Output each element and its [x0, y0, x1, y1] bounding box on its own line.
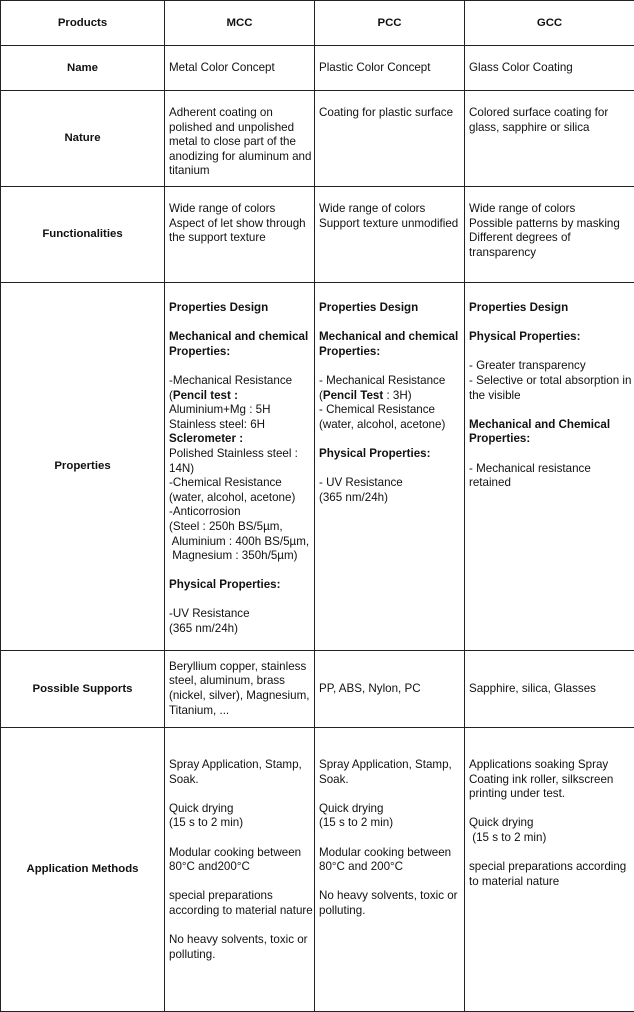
- application-mcc: [165, 728, 315, 1012]
- supports-row: [1, 651, 634, 728]
- application-line: Modular cooking between: [319, 846, 460, 861]
- functionalities-row: [1, 187, 634, 283]
- functionalities-pcc: [315, 187, 465, 283]
- application-line: No heavy solvents, toxic or: [319, 889, 460, 904]
- application-line: Quick drying: [169, 802, 310, 817]
- pencil-test-label: Pencil Test: [323, 389, 383, 402]
- application-line: 80°C and200°C: [169, 860, 310, 875]
- functionalities-mcc-line: Aspect of let show through: [169, 217, 310, 232]
- application-line: Applications soaking Spray: [469, 758, 630, 773]
- functionalities-gcc-line: Wide range of colors: [469, 202, 630, 217]
- application-line: Quick drying: [469, 816, 630, 831]
- property-line: - Chemical Resistance: [319, 403, 460, 418]
- property-line: - Mechanical resistance: [469, 462, 630, 477]
- header-pcc: PCC: [315, 1, 465, 46]
- nature-mcc-line: titanium: [169, 164, 310, 179]
- nature-pcc: [315, 91, 465, 187]
- properties-design-heading: Properties Design: [169, 301, 310, 316]
- application-line: No heavy solvents, toxic or: [169, 933, 310, 948]
- property-line: -Mechanical Resistance: [169, 374, 310, 389]
- application-line: Spray Application, Stamp,: [169, 758, 310, 773]
- header-gcc: GCC: [465, 1, 634, 46]
- mechanical-heading: Properties:: [469, 432, 630, 447]
- name-gcc: Glass Color Coating: [465, 46, 634, 91]
- pencil-test-label: Pencil test :: [173, 389, 238, 402]
- functionalities-gcc: [465, 187, 634, 283]
- functionalities-mcc: [165, 187, 315, 283]
- property-line: Polished Stainless steel :: [169, 447, 310, 462]
- application-line: 80°C and 200°C: [319, 860, 460, 875]
- property-line: -UV Resistance: [169, 607, 310, 622]
- property-line: (water, alcohol, acetone): [319, 418, 460, 433]
- nature-pcc-line: Coating for plastic surface: [319, 106, 460, 121]
- paren-text: (: [319, 389, 323, 402]
- property-line: Aluminium : 400h BS/5µm,: [169, 535, 310, 550]
- pencil-test-line: [169, 389, 310, 404]
- properties-design-heading: Properties Design: [469, 301, 630, 316]
- property-line: Stainless steel: 6H: [169, 418, 310, 433]
- property-line: (365 nm/24h): [169, 622, 310, 637]
- functionalities-pcc-line: Wide range of colors: [319, 202, 460, 217]
- mechanical-heading: Mechanical and chemical: [169, 330, 310, 345]
- nature-gcc: [465, 91, 634, 187]
- property-line: - UV Resistance: [319, 476, 460, 491]
- properties-row: [1, 283, 634, 651]
- name-mcc: Metal Color Concept: [165, 46, 315, 91]
- properties-design-heading: Properties Design: [319, 301, 460, 316]
- mechanical-heading: Mechanical and Chemical: [469, 418, 630, 433]
- application-line: (15 s to 2 min): [469, 831, 630, 846]
- application-line: polluting.: [169, 948, 310, 963]
- nature-mcc: [165, 91, 315, 187]
- nature-label: Nature: [1, 91, 165, 187]
- pencil-test-value: : 3H): [383, 389, 411, 402]
- property-line: -Chemical Resistance: [169, 476, 310, 491]
- functionalities-label: Functionalities: [1, 187, 165, 283]
- nature-mcc-line: polished and unpolished: [169, 121, 310, 136]
- property-line: -Anticorrosion: [169, 505, 310, 520]
- supports-mcc-line: Beryllium copper, stainless: [169, 660, 310, 675]
- property-line: (Steel : 250h BS/5µm,: [169, 520, 310, 535]
- nature-row: [1, 91, 634, 187]
- functionalities-gcc-line: Different degrees of: [469, 231, 630, 246]
- mechanical-heading: Properties:: [319, 345, 460, 360]
- properties-label: Properties: [1, 283, 165, 651]
- properties-mcc: [165, 283, 315, 651]
- name-label: Name: [1, 46, 165, 91]
- supports-mcc: [165, 651, 315, 728]
- functionalities-mcc-line: Wide range of colors: [169, 202, 310, 217]
- functionalities-gcc-line: Possible patterns by masking: [469, 217, 630, 232]
- properties-pcc: [315, 283, 465, 651]
- property-line: Aluminium+Mg : 5H: [169, 403, 310, 418]
- name-pcc: Plastic Color Concept: [315, 46, 465, 91]
- application-line: Spray Application, Stamp,: [319, 758, 460, 773]
- physical-heading: Physical Properties:: [469, 330, 630, 345]
- application-gcc: [465, 728, 634, 1012]
- application-line: Soak.: [169, 773, 310, 788]
- supports-label: Possible Supports: [1, 651, 165, 728]
- supports-gcc: [465, 651, 634, 728]
- supports-pcc-line: PP, ABS, Nylon, PC: [319, 682, 460, 697]
- application-line: printing under test.: [469, 787, 630, 802]
- mechanical-heading: Mechanical and chemical: [319, 330, 460, 345]
- application-line: (15 s to 2 min): [169, 816, 310, 831]
- header-mcc: MCC: [165, 1, 315, 46]
- property-line: - Mechanical Resistance: [319, 374, 460, 389]
- header-row: [1, 1, 634, 46]
- functionalities-mcc-line: the support texture: [169, 231, 310, 246]
- property-line: 14N): [169, 462, 310, 477]
- application-line: (15 s to 2 min): [319, 816, 460, 831]
- supports-mcc-line: Titanium, ...: [169, 704, 310, 719]
- property-line: - Selective or total absorption in: [469, 374, 630, 389]
- application-line: special preparations according: [469, 860, 630, 875]
- application-line: Coating ink roller, silkscreen: [469, 773, 630, 788]
- property-line: (water, alcohol, acetone): [169, 491, 310, 506]
- property-line: (365 nm/24h): [319, 491, 460, 506]
- property-line: - Greater transparency: [469, 359, 630, 374]
- pencil-test-line: [319, 389, 460, 404]
- property-line: Magnesium : 350h/5µm): [169, 549, 310, 564]
- sclerometer-label: Sclerometer :: [169, 432, 310, 447]
- application-pcc: [315, 728, 465, 1012]
- application-label: Application Methods: [1, 728, 165, 1012]
- application-line: to material nature: [469, 875, 630, 890]
- application-line: Modular cooking between: [169, 846, 310, 861]
- supports-mcc-line: (nickel, silver), Magnesium,: [169, 689, 310, 704]
- application-line: special preparations: [169, 889, 310, 904]
- supports-pcc: [315, 651, 465, 728]
- nature-mcc-line: anodizing for aluminum and: [169, 150, 310, 165]
- physical-heading: Physical Properties:: [169, 578, 310, 593]
- supports-mcc-line: steel, aluminum, brass: [169, 674, 310, 689]
- header-products: Products: [1, 1, 165, 46]
- nature-gcc-line: glass, sapphire or silica: [469, 121, 630, 136]
- properties-gcc: [465, 283, 634, 651]
- paren-text: (: [169, 389, 173, 402]
- nature-mcc-line: Adherent coating on: [169, 106, 310, 121]
- application-line: Soak.: [319, 773, 460, 788]
- application-line: Quick drying: [319, 802, 460, 817]
- application-row: [1, 728, 634, 1012]
- supports-gcc-line: Sapphire, silica, Glasses: [469, 682, 630, 697]
- functionalities-gcc-line: transparency: [469, 246, 630, 261]
- application-line: according to material nature: [169, 904, 310, 919]
- physical-heading: Physical Properties:: [319, 447, 460, 462]
- nature-gcc-line: Colored surface coating for: [469, 106, 630, 121]
- property-line: retained: [469, 476, 630, 491]
- name-row: [1, 46, 634, 91]
- mechanical-heading: Properties:: [169, 345, 310, 360]
- nature-mcc-line: metal to close part of the: [169, 135, 310, 150]
- property-line: the visible: [469, 389, 630, 404]
- functionalities-pcc-line: Support texture unmodified: [319, 217, 460, 232]
- application-line: polluting.: [319, 904, 460, 919]
